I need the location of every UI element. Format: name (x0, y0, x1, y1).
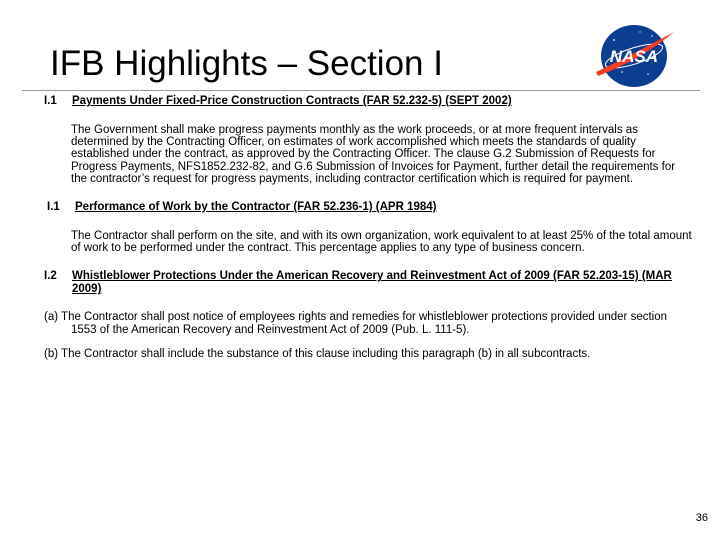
section-number: I.2 (44, 270, 57, 283)
slide-content (44, 95, 692, 360)
list-item: (b) The Contractor shall include the substance of this clause including this paragraph (b) in all subcontracts. (44, 347, 591, 360)
slide-title: IFB Highlights – Section I (50, 44, 443, 83)
nasa-logo (592, 22, 676, 90)
section-heading (47, 201, 695, 214)
section-body: The Contractor shall perform on the site, and with its own organization, work equivalent to at least 25% of the total amount of work to be performed under the contract. This percentage applies to any type of business concern. (71, 230, 692, 255)
section-title: Performance of Work by the Contractor (FAR 52.236-1) (APR 1984) (75, 201, 437, 214)
nasa-logo-text: NASA (609, 47, 659, 66)
section-number: I.1 (47, 201, 60, 214)
section-heading (44, 95, 692, 108)
section-body: The Government shall make progress payments monthly as the work proceeds, or at more frequent intervals as determined by the Contracting Officer, on estimates of work accomplished which meets the standards of quality established under the contract, as approved by the Contracting Officer. The clause G.2 Submission of Requests for Progress Payments, NFS1852.232-82, and G.6 Submission of Invoices for Payment, further detail the requirements for the contractor’s request for progress payments, including contractor certification which is required for payment. (71, 124, 676, 185)
section-title: Payments Under Fixed-Price Construction Contracts (FAR 52.232-5) (SEPT 2002) (72, 95, 512, 107)
section-number: I.1 (44, 95, 57, 107)
section-heading (44, 270, 692, 296)
list-item: (a) The Contractor shall post notice of employees rights and remedies for whistleblower protections provided under section 1553 of the American Recovery and Reinvestment Act of 2009 (Pub. L. 111-5). (44, 311, 668, 336)
title-underline (22, 90, 700, 91)
page-number: 36 (695, 512, 708, 524)
section-title: Whistleblower Protections Under the American Recovery and Reinvestment Act of 2009 (FAR 52.203-15) (MAR 2009) (72, 270, 672, 296)
